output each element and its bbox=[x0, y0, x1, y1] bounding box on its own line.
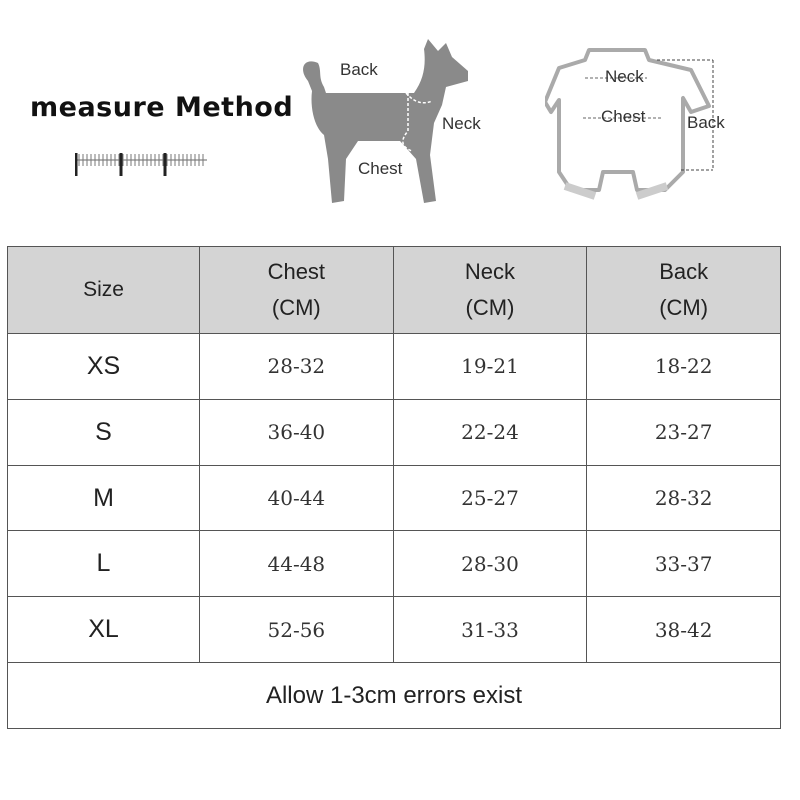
header-back-label: Back bbox=[659, 259, 709, 284]
back-cell: 23-27 bbox=[587, 399, 781, 465]
chest-cell: 40-44 bbox=[200, 465, 394, 531]
header-chest bbox=[200, 247, 394, 334]
size-cell: L bbox=[8, 531, 200, 597]
back-cell: 33-37 bbox=[587, 531, 781, 597]
ruler-icon bbox=[75, 150, 210, 180]
garment-measurement-diagram bbox=[545, 40, 745, 205]
chest-cell: 44-48 bbox=[200, 531, 394, 597]
table-header-row bbox=[8, 247, 781, 334]
header-chest-unit: (CM) bbox=[271, 295, 321, 320]
size-cell: S bbox=[8, 399, 200, 465]
neck-cell: 19-21 bbox=[393, 334, 587, 400]
table-row bbox=[8, 399, 781, 465]
dog-chest-label: Chest bbox=[358, 159, 403, 178]
size-cell: XL bbox=[8, 597, 200, 663]
note-row bbox=[8, 663, 781, 729]
table-row bbox=[8, 334, 781, 400]
dog-back-label: Back bbox=[340, 60, 378, 79]
header-neck bbox=[393, 247, 587, 334]
neck-cell: 25-27 bbox=[393, 465, 587, 531]
chest-cell: 28-32 bbox=[200, 334, 394, 400]
back-cell: 28-32 bbox=[587, 465, 781, 531]
size-chart-table bbox=[7, 246, 781, 729]
table-row bbox=[8, 597, 781, 663]
size-cell: XS bbox=[8, 334, 200, 400]
neck-cell: 22-24 bbox=[393, 399, 587, 465]
header-neck-unit: (CM) bbox=[465, 295, 515, 320]
chest-cell: 52-56 bbox=[200, 597, 394, 663]
garment-neck-label: Neck bbox=[605, 67, 644, 86]
garment-back-label: Back bbox=[687, 113, 725, 132]
dog-measurement-diagram bbox=[296, 35, 526, 210]
tolerance-note: Allow 1-3cm errors exist bbox=[8, 663, 781, 729]
neck-cell: 31-33 bbox=[393, 597, 587, 663]
header-back bbox=[587, 247, 781, 334]
back-cell: 18-22 bbox=[587, 334, 781, 400]
header-neck-label: Neck bbox=[464, 259, 516, 284]
size-cell: M bbox=[8, 465, 200, 531]
garment-chest-label: Chest bbox=[601, 107, 646, 126]
header-back-unit: (CM) bbox=[659, 295, 709, 320]
measure-method-title: measure Method bbox=[30, 92, 294, 123]
chest-cell: 36-40 bbox=[200, 399, 394, 465]
dog-neck-label: Neck bbox=[442, 114, 481, 133]
header-chest-label: Chest bbox=[267, 259, 326, 284]
table-row bbox=[8, 531, 781, 597]
header-size: Size bbox=[8, 247, 200, 334]
table-row bbox=[8, 465, 781, 531]
back-cell: 38-42 bbox=[587, 597, 781, 663]
neck-cell: 28-30 bbox=[393, 531, 587, 597]
